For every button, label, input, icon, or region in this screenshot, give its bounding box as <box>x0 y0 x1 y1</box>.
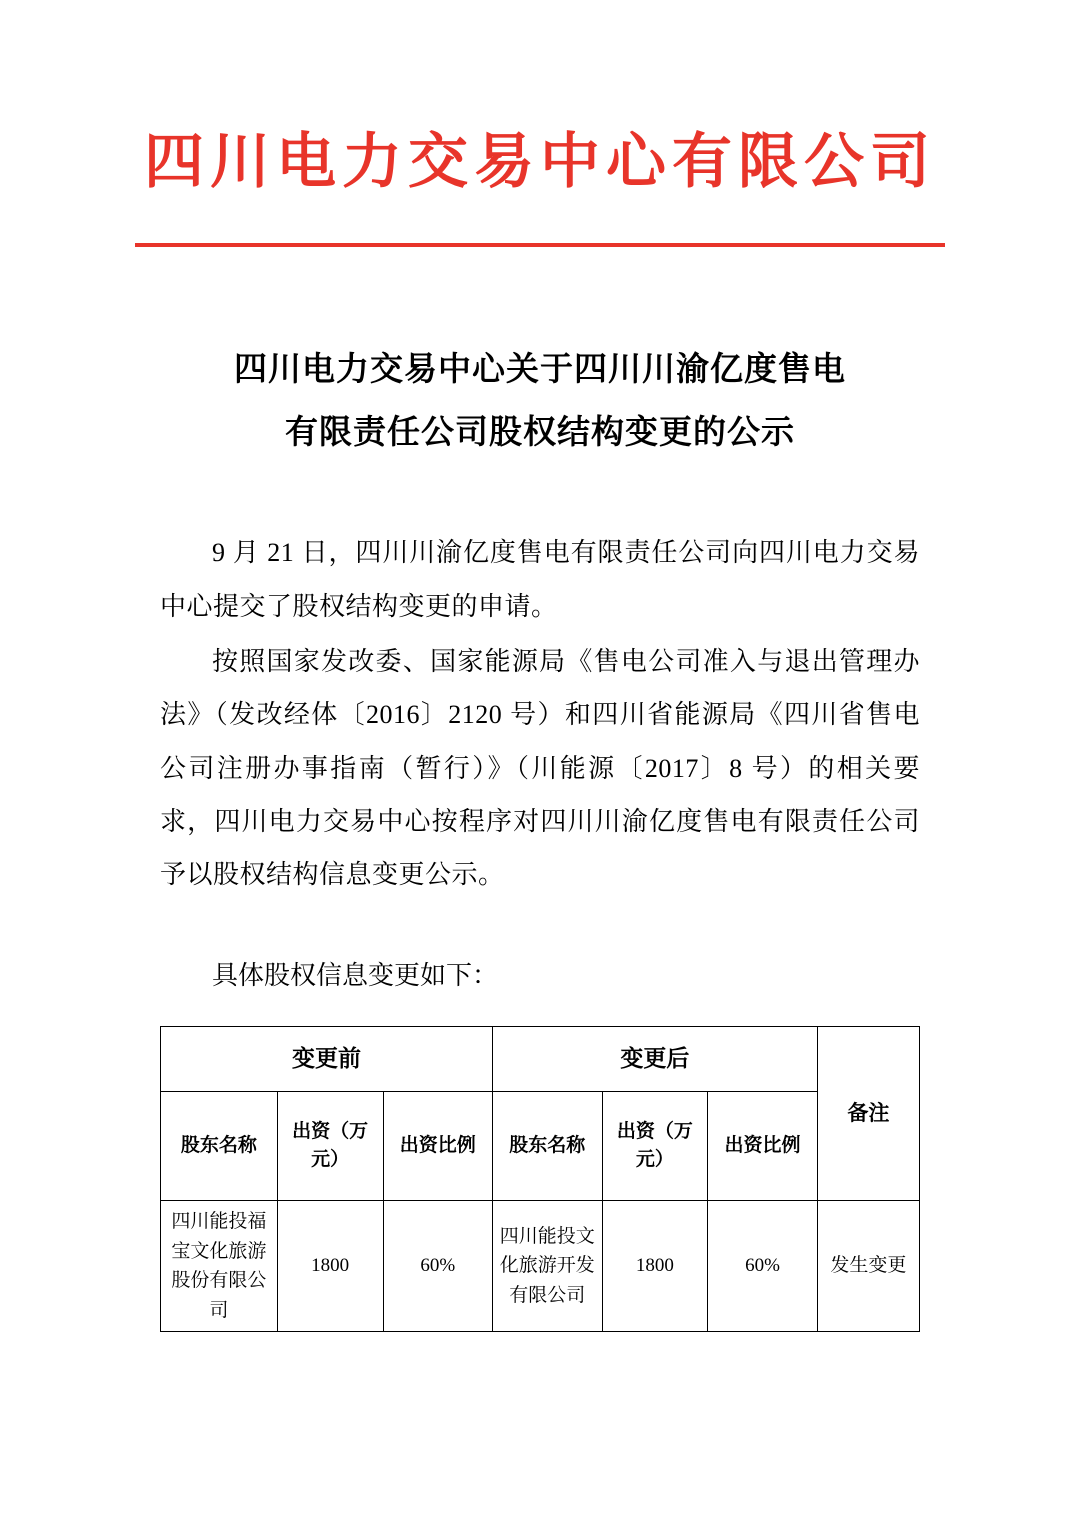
page-title <box>160 339 920 464</box>
table-header-before-ratio: 出资比例 <box>383 1092 492 1201</box>
letterhead-company-name: 四川电力交易中心有限公司 <box>144 129 936 195</box>
table-header-after-ratio: 出资比例 <box>708 1092 817 1201</box>
body-paragraph-1: 9 月 21 日，四川川渝亿度售电有限责任公司向四川电力交易中心提交了股权结构变更的申请。 <box>160 538 920 621</box>
table-header-remark: 备注 <box>817 1027 919 1201</box>
cell-before-shareholder: 四川能投福宝文化旅游股份有限公司 <box>161 1201 278 1332</box>
table-header-row-columns <box>161 1092 920 1201</box>
table-row <box>161 1201 920 1332</box>
equity-table-container <box>160 1026 920 1332</box>
table-group-header-before: 变更前 <box>161 1027 493 1092</box>
body-paragraph-2: 按照国家发改委、国家能源局《售电公司准入与退出管理办法》（发改经体〔2016〕2120 号）和四川省能源局《四川省售电公司注册办事指南（暂行）》（川能源〔2017〕8 号）的相关要求，四川电力交易中心按程序对四川川渝亿度售电有限责任公司予以股权结构信息变更公示。 <box>160 646 920 890</box>
document-body <box>160 526 920 1000</box>
letterhead-divider <box>135 243 945 247</box>
table-group-header-after: 变更后 <box>493 1027 818 1092</box>
cell-after-ratio: 60% <box>708 1201 817 1332</box>
page-title-line-2: 有限责任公司股权结构变更的公示 <box>285 414 795 451</box>
page-title-line-1: 四川电力交易中心关于四川川渝亿度售电 <box>234 352 846 388</box>
table-lead-in-text: 具体股权信息变更如下： <box>212 961 499 991</box>
table-header-after-capital: 出资（万元） <box>602 1092 708 1201</box>
cell-after-shareholder: 四川能投文化旅游开发有限公司 <box>493 1201 602 1332</box>
table-header-before-capital: 出资（万元） <box>277 1092 383 1201</box>
cell-remark: 发生变更 <box>817 1201 919 1332</box>
cell-after-capital: 1800 <box>602 1201 708 1332</box>
table-header-before-shareholder: 股东名称 <box>161 1092 278 1201</box>
equity-change-table <box>160 1026 920 1332</box>
table-header-after-shareholder: 股东名称 <box>493 1092 602 1201</box>
cell-before-ratio: 60% <box>383 1201 492 1332</box>
letterhead <box>0 0 1080 247</box>
table-header-row-groups <box>161 1027 920 1092</box>
cell-before-capital: 1800 <box>277 1201 383 1332</box>
